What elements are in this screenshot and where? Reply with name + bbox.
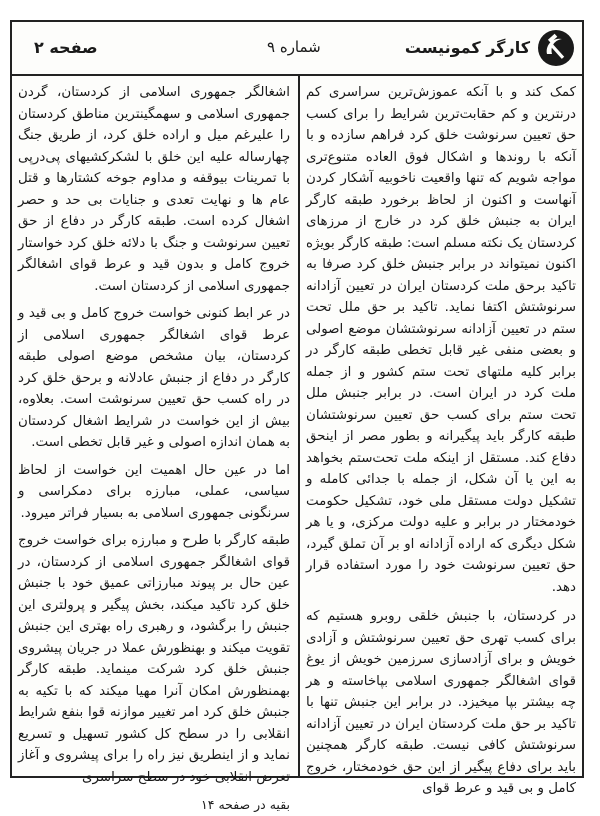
paragraph: در کردستان، با جنبش خلقی روبرو هستیم که برای کسب تهری حق تعیین سرنوشتش و آزادی خویش و برای آزادسازی سرزمین خویش از یوغ قوای اشغالگر جمهوری اسلامی بپاخاسته و هر چه بیشتر بپا میخیزد. در برابر این جنبش تنها با تاکید بر حق ملت کردستان ایران در تعیین آزادانه سرنوشتش کافی نیست. طبقه کارگر همچنین باید برای دفاع پیگیر از این حق خودمختار، خروج کامل و بی قید و عرط قوای [306,609,576,796]
paragraph: کمک کند و با آنکه عموزش‌ترین سراسری کم درنترین و کم حقابت‌ترین شرایط را برای کسب حق تعیین سرنوشت خلق کرد فراهم سازده و با آنکه با روندها و اشکال فوق العاده متنوع‌تری مواجه شویم که تنها واقعیت ناخوبیه آشکار کردن آنهاست و اکنون از لحاظ برخورد طبقه کارگر ایران به جنبش خلق کرد در خارج از مرزهای کردستان یک نکته مسلم است: طبقه کارگر بویژه اکنون نمیتواند در برابر جنبش خلق کرد صرفا به تاکید برحق ملت کردستان ایران در تعیین آزادانه سرنوشتش اکتفا نماید. تاکید بر حق ملل تحت ستم در تعیین آزادانه سرنوشتشان موضع اصولی و بعضی منفی غیر قابل تخطی طبقه کارگر در برابر کلیه ملتهای تحت ستم کشور و از جمله ملت کرد در ایران است. در برابر جنبش ملل تحت ستم برای کسب حق تعیین سرنوشتشان طبقه کارگر باید پیگیرانه و بطور مصر از اینحق دفاع کند. مستقل از اینکه ملت تحت‌ستم بخواهد به این یا آن شکل، از جمله با جدائی کامله و تشکیل دولت مستقل ملی خود، تشکیل حکومت خودمختار در برابر و علیه دولت مرکزی، و یا هر شکل دیگری که اراده آزادانه او بر آن تملق گیرد، حق تعیین سرنوشت خود را مورد استفاده قرار دهد. [306,85,576,595]
paragraph: اشغالگر جمهوری اسلامی از کردستان، گردن جمهوری اسلامی و سهمگینترین مناطق کردستان را علیرغم میل و اراده خلق کرد، از طریق جنگ چهارساله علیه این خلق با لشکرکشیهای پی‌درپی با تمرینات بیوقفه و مداوم جوخه کشتارها و قتل عام ها و نهایت تعدی و جنایات بی حد و حصر اشغال کرده است. طبقه کارگر در دفاع از حق تعیین سرنوشت و جنگ با دلائه خلق کرد خواستار خروج کامل و بدون قید و عرط قوای اشغالگر جمهوری اسلامی از کردستان است. [18,85,290,294]
masthead [12,22,582,76]
right-column [306,82,576,796]
paragraph: در عر ابط کنونی خواست خروج کامل و بی قید و عرط قوای اشغالگر جمهوری اسلامی از کردستان، بیان مشخص موضع اصولی طبقه کارگر در دفاع از جنبش عادلانه و برحق خلق کرد در راه کسب حق تعیین سرنوشت است. بعلاوه، بیش از این خواست در شرایط اشغال کردستان به همان اندازه اصولی و غیر قابل تخطی است. [18,306,290,450]
column-divider [298,76,300,776]
paragraph: اما در عین حال اهمیت این خواست از لحاظ سیاسی، عملی، مبارزه برای دمکراسی و سرنگونی جمهوری اسلامی به بسیار فراتر میرود. [18,462,290,521]
left-column [18,82,290,812]
continuation-note: بقیه در صفحه ۱۴ [201,797,290,812]
hammer-sickle-emblem [536,28,576,68]
page-number: صفحه ۲ [34,38,98,57]
issue-number: شماره ۹ [267,38,321,56]
publication-name: کارگر کمونیست [404,38,530,57]
paragraph: طبقه کارگر با طرح و مبارزه برای خواست خروج قوای اشغالگر جمهوری اسلامی از کردستان، در عین حال بر پیوند مبارزاتی عمیق خود با جنبش خلق کرد تاکید میکند، بخش پیگیر و پرولتری این جنبش را برگشود، و رهبری راه بهتری این جنبش تقویت میکند و بهنظورش عملا در جریان پیشروی جنبش خلق کرد شرکت مینماید. طبقه کارگر بهمنظورش امکان آنرا مهیا میکند که با تکیه به جنبش خلق کرد امر تغییر موازنه قوا بنفع شرایط انقلابی را در سطح کل کشور تسهیل و تسریع نماید و از اینطریق نیز راه را برای پیشروی و آغاز تعرض انقلابی خود در سطح سراسری [18,533,290,785]
newspaper-page [10,20,584,812]
